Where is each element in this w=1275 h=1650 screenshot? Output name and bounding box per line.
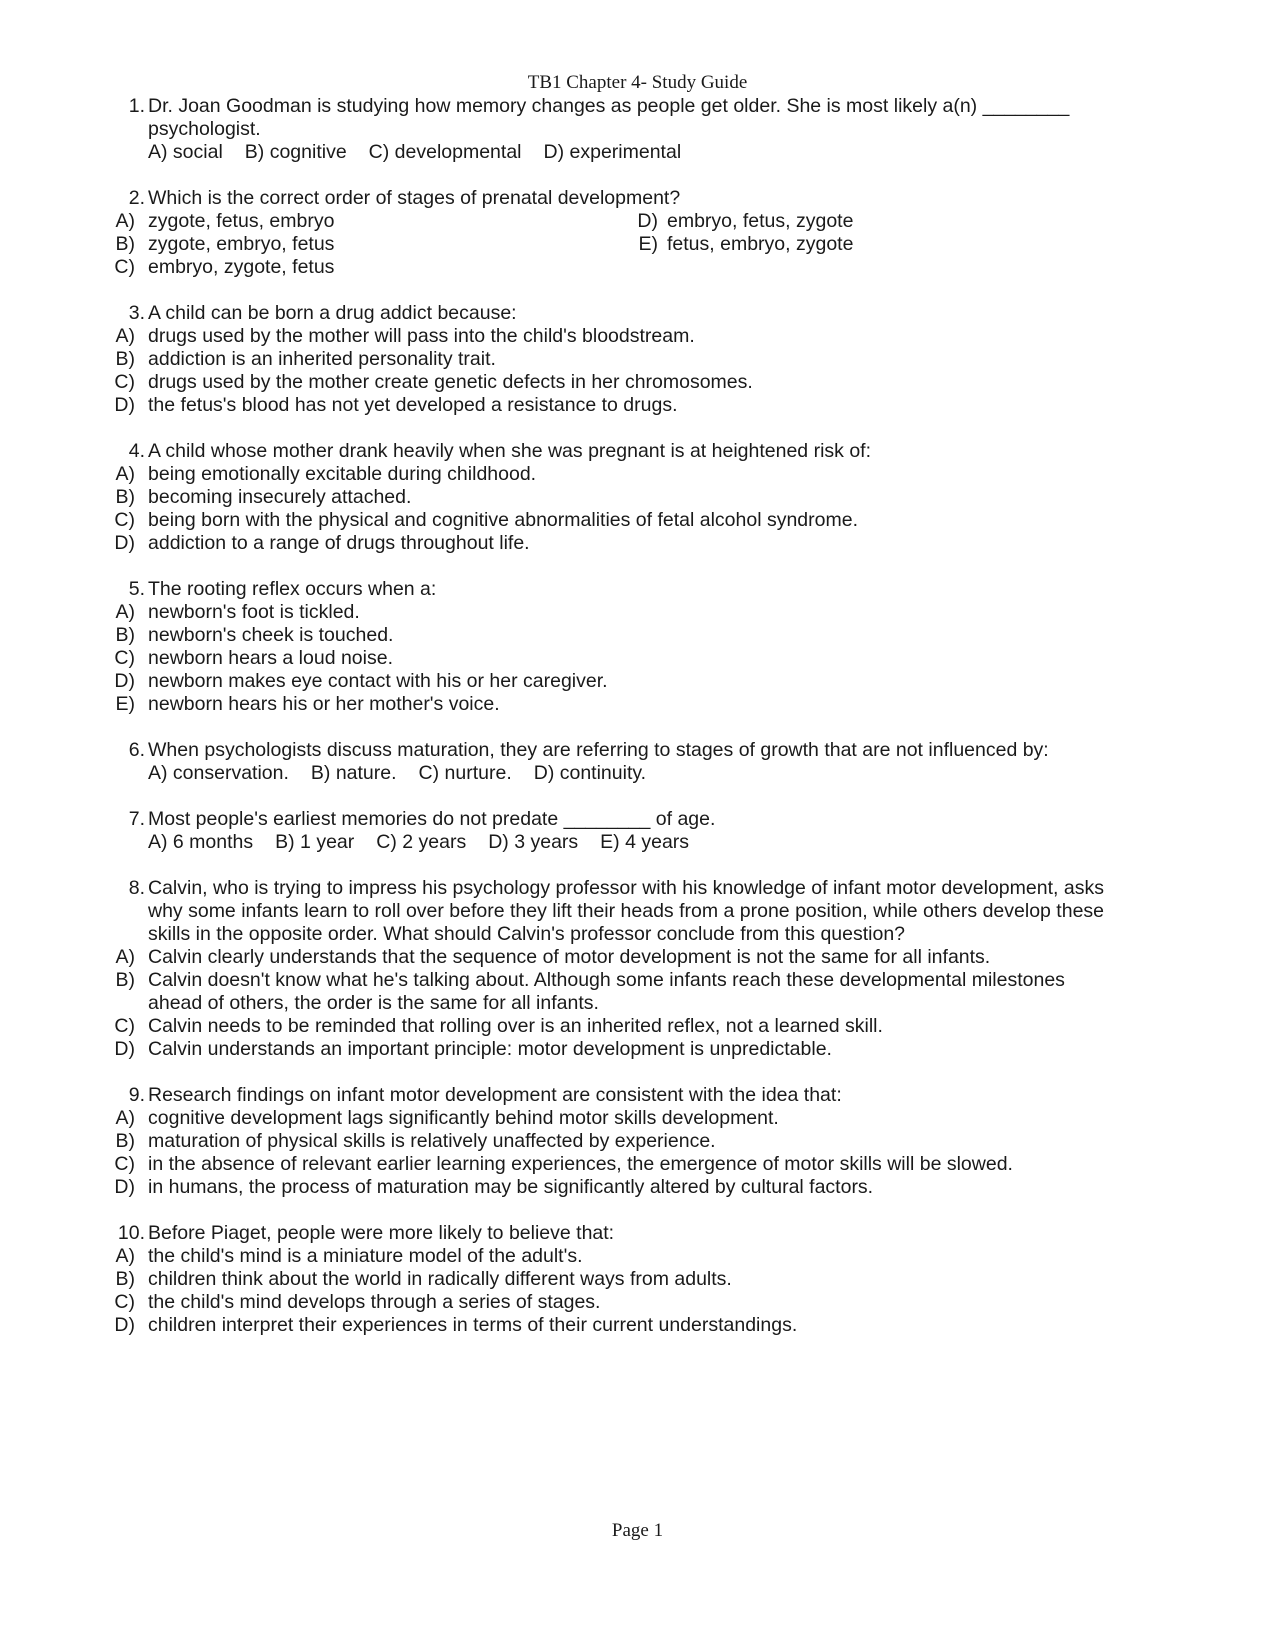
page-title: TB1 Chapter 4- Study Guide: [527, 72, 748, 93]
question-block: [0, 739, 1275, 785]
answer-choice[interactable]: maturation of physical skills is relatively unaffected by experience.: [148, 1130, 716, 1152]
answer-choice[interactable]: zygote, fetus, embryo: [148, 210, 335, 232]
answer-choice[interactable]: Calvin clearly understands that the sequence of motor development is not the same for all infants.: [148, 946, 991, 968]
question-text: The rooting reflex occurs when a:: [148, 578, 437, 600]
answer-choice-row: [0, 969, 1275, 992]
answer-label: B): [115, 486, 135, 508]
answer-label: D): [114, 670, 135, 692]
answer-choice[interactable]: children think about the world in radically different ways from adults.: [148, 1268, 732, 1290]
answer-label: B): [115, 969, 135, 991]
answer-choice-row: [0, 647, 1275, 670]
answer-choice-row: [0, 463, 1275, 486]
answer-choice[interactable]: drugs used by the mother will pass into the child's bloodstream.: [148, 325, 695, 347]
answer-choice-row: [0, 1130, 1275, 1153]
answer-choice-row: [0, 1038, 1275, 1061]
answer-label: D): [114, 394, 135, 416]
answer-choices-row: [148, 831, 711, 854]
answer-choice[interactable]: Calvin doesn't know what he's talking about. Although some infants reach these developmental milestones: [148, 969, 1065, 991]
answer-label: A): [115, 210, 135, 232]
answer-choice[interactable]: newborn hears his or her mother's voice.: [148, 693, 500, 715]
answer-choice[interactable]: embryo, zygote, fetus: [148, 256, 335, 278]
answer-label: C): [114, 371, 135, 393]
question-text: Dr. Joan Goodman is studying how memory changes as people get older. She is most likely a(n) ________: [148, 95, 1070, 117]
answer-choice[interactable]: A) conservation.: [148, 762, 289, 784]
answer-choice[interactable]: B) nature.: [310, 762, 397, 784]
answer-choice[interactable]: addiction is an inherited personality trait.: [148, 348, 496, 370]
answer-choice[interactable]: zygote, embryo, fetus: [148, 233, 335, 255]
answer-choice-row: [0, 1314, 1275, 1337]
answer-choice[interactable]: A) social: [148, 141, 223, 163]
question-text: A child can be born a drug addict because:: [148, 302, 517, 324]
question-number: 8.: [128, 877, 145, 899]
answer-choice[interactable]: being emotionally excitable during childhood.: [148, 463, 537, 485]
answer-choice[interactable]: the child's mind develops through a series of stages.: [148, 1291, 601, 1313]
question-text: Research findings on infant motor development are consistent with the idea that:: [148, 1084, 842, 1106]
question-number: 9.: [128, 1084, 145, 1106]
question-stem-line: [0, 808, 1275, 831]
answer-choice-row: [0, 371, 1275, 394]
answer-choice[interactable]: newborn makes eye contact with his or her caregiver.: [148, 670, 608, 692]
question-block: [0, 95, 1275, 164]
answer-choice[interactable]: C) nurture.: [418, 762, 512, 784]
answer-label: A): [115, 325, 135, 347]
question-text: why some infants learn to roll over before they lift their heads from a prone position, while others develop these: [148, 900, 1105, 922]
answer-choice-row: [0, 325, 1275, 348]
answer-choice[interactable]: drugs used by the mother create genetic defects in her chromosomes.: [148, 371, 753, 393]
answer-choice[interactable]: Calvin needs to be reminded that rolling over is an inherited reflex, not a learned skill.: [148, 1015, 883, 1037]
answer-label: C): [114, 256, 135, 278]
answer-choice[interactable]: in humans, the process of maturation may be significantly altered by cultural factors.: [148, 1176, 874, 1198]
answer-choice-row: [0, 1153, 1275, 1176]
question-block: [0, 1222, 1275, 1337]
answer-label: D): [637, 210, 658, 232]
question-stem-line: [0, 1084, 1275, 1107]
answer-choice-row: [0, 233, 1275, 256]
answer-choice[interactable]: A) 6 months: [148, 831, 254, 853]
question-number: 1.: [128, 95, 145, 117]
question-text: When psychologists discuss maturation, they are referring to stages of growth that are not influenced by:: [148, 739, 1049, 761]
answer-choice[interactable]: E) 4 years: [600, 831, 690, 853]
question-stem-line: [0, 302, 1275, 325]
answer-choice-row: [0, 1268, 1275, 1291]
question-number: 6.: [128, 739, 145, 761]
answer-choice[interactable]: the child's mind is a miniature model of the adult's.: [148, 1245, 583, 1267]
question-text: Calvin, who is trying to impress his psychology professor with his knowledge of infant motor development, asks: [148, 877, 1104, 899]
answer-choices-inline: [0, 762, 1275, 785]
answer-choice-row: [0, 256, 1275, 279]
answer-choice-row: [0, 1015, 1275, 1038]
answer-choices-inline: [0, 831, 1275, 854]
answer-choice[interactable]: embryo, fetus, zygote: [667, 210, 854, 232]
answer-choice[interactable]: Calvin understands an important principle: motor development is unpredictable.: [148, 1038, 832, 1060]
question-number: 4.: [128, 440, 145, 462]
answer-choice[interactable]: D) 3 years: [488, 831, 579, 853]
question-block: [0, 578, 1275, 716]
answer-label: A): [115, 463, 135, 485]
question-number: 3.: [128, 302, 145, 324]
answer-label: D): [114, 1314, 135, 1336]
answer-label: B): [115, 624, 135, 646]
answer-choice[interactable]: C) developmental: [368, 141, 522, 163]
question-stem-line: [0, 900, 1275, 923]
answer-label: C): [114, 509, 135, 531]
question-number: 7.: [128, 808, 145, 830]
answer-choice[interactable]: children interpret their experiences in terms of their current understandings.: [148, 1314, 798, 1336]
answer-choice[interactable]: becoming insecurely attached.: [148, 486, 412, 508]
answer-choice-row: [0, 394, 1275, 417]
question-text: skills in the opposite order. What should Calvin's professor conclude from this question?: [148, 923, 906, 945]
answer-label: B): [115, 1130, 135, 1152]
answer-label: C): [114, 647, 135, 669]
question-stem-line: [0, 1222, 1275, 1245]
answer-choice[interactable]: in the absence of relevant earlier learning experiences, the emergence of motor skills will be slowed.: [148, 1153, 1013, 1175]
question-number: 2.: [128, 187, 145, 209]
answer-label: D): [114, 1038, 135, 1060]
answer-label: B): [115, 1268, 135, 1290]
answer-choice-row: [0, 509, 1275, 532]
answer-label: B): [115, 233, 135, 255]
answer-choice[interactable]: B) 1 year: [275, 831, 355, 853]
question-block: [0, 808, 1275, 854]
question-block: [0, 877, 1275, 1061]
answer-choice[interactable]: being born with the physical and cognitive abnormalities of fetal alcohol syndrome.: [148, 509, 858, 531]
question-stem-line: [0, 877, 1275, 900]
answer-label: E): [638, 233, 658, 255]
answer-choice[interactable]: newborn hears a loud noise.: [148, 647, 393, 669]
question-text: A child whose mother drank heavily when she was pregnant is at heightened risk of:: [148, 440, 871, 462]
answer-choice-row: [0, 486, 1275, 509]
question-text: Before Piaget, people were more likely to believe that:: [148, 1222, 615, 1244]
answer-choice-row: [0, 1291, 1275, 1314]
answer-choice[interactable]: C) 2 years: [376, 831, 467, 853]
question-stem-line: [0, 923, 1275, 946]
question-block: [0, 1084, 1275, 1199]
answer-label: E): [115, 693, 135, 715]
answer-label: D): [114, 1176, 135, 1198]
answer-choice-row: [0, 348, 1275, 371]
answer-label: A): [115, 1245, 135, 1267]
answer-label: D): [114, 532, 135, 554]
answer-choice-cont: ahead of others, the order is the same for all infants.: [148, 992, 599, 1014]
answer-choice-row: [0, 670, 1275, 693]
question-stem-line: [0, 118, 1275, 141]
question-stem-line: [0, 739, 1275, 762]
question-block: [0, 302, 1275, 417]
answer-choice-continuation: [0, 992, 1275, 1015]
answer-choice-row: [0, 210, 1275, 233]
answer-choice[interactable]: addiction to a range of drugs throughout life.: [148, 532, 530, 554]
question-number: 5.: [128, 578, 145, 600]
question-text: Most people's earliest memories do not predate ________ of age.: [148, 808, 716, 830]
question-list: [0, 95, 1275, 1360]
answer-choices-row: [148, 141, 703, 164]
answer-choice[interactable]: fetus, embryo, zygote: [667, 233, 854, 255]
answer-choice-row: [0, 693, 1275, 716]
answer-label: A): [115, 946, 135, 968]
answer-choices-inline: [0, 141, 1275, 164]
answer-choice-row: [0, 1176, 1275, 1199]
answer-choice[interactable]: D) continuity.: [533, 762, 647, 784]
question-text: psychologist.: [148, 118, 261, 140]
answer-choice-row: [0, 1245, 1275, 1268]
answer-choice[interactable]: the fetus's blood has not yet developed a resistance to drugs.: [148, 394, 678, 416]
question-number: 10.: [117, 1222, 145, 1244]
answer-choice-row: [0, 624, 1275, 647]
question-block: [0, 187, 1275, 279]
answer-choice-row: [0, 1107, 1275, 1130]
question-stem-line: [0, 187, 1275, 210]
answer-choice[interactable]: newborn's foot is tickled.: [148, 601, 360, 623]
answer-label: C): [114, 1291, 135, 1313]
answer-choice-row: [0, 601, 1275, 624]
question-stem-line: [0, 578, 1275, 601]
question-stem-line: [0, 440, 1275, 463]
answer-choice[interactable]: cognitive development lags significantly behind motor skills development.: [148, 1107, 779, 1129]
answer-label: B): [115, 348, 135, 370]
answer-choice-row: [0, 532, 1275, 555]
question-stem-line: [0, 95, 1275, 118]
answer-choices-row: [148, 762, 668, 785]
answer-label: C): [114, 1153, 135, 1175]
question-text: Which is the correct order of stages of prenatal development?: [148, 187, 681, 209]
answer-label: A): [115, 601, 135, 623]
answer-label: A): [115, 1107, 135, 1129]
answer-choice[interactable]: B) cognitive: [244, 141, 347, 163]
question-block: [0, 440, 1275, 555]
answer-choice-row: [0, 946, 1275, 969]
answer-choice[interactable]: D) experimental: [543, 141, 682, 163]
answer-choice[interactable]: newborn's cheek is touched.: [148, 624, 394, 646]
page-number: Page 1: [611, 1520, 664, 1541]
answer-label: C): [114, 1015, 135, 1037]
